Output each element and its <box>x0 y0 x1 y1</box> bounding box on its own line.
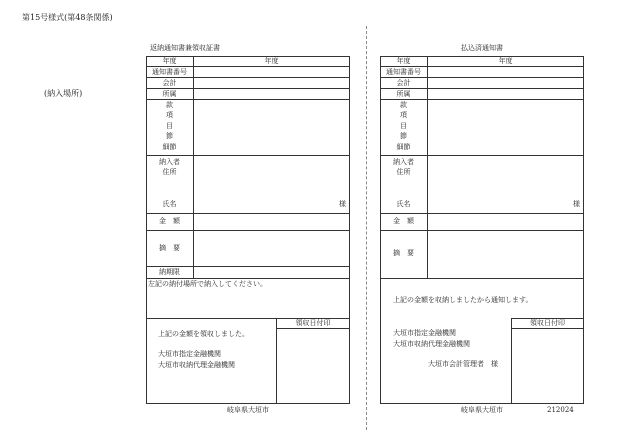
right-bank2: 大垣市収納代理金融機関 <box>393 340 470 348</box>
left-payer-label: 納入者 <box>159 158 180 166</box>
right-account-label: 会計 <box>396 79 411 87</box>
right-saisetsu-label: 細節 <box>396 143 411 151</box>
left-affiliation-label: 所属 <box>162 90 177 98</box>
left-fiscal-year-value: 年度 <box>264 57 279 65</box>
right-address-label: 住所 <box>396 168 411 176</box>
left-summary-label: 摘 要 <box>159 244 180 252</box>
left-honorific: 様 <box>339 200 346 208</box>
left-stamp-label: 領収日付印 <box>295 319 331 327</box>
right-fiscal-year-label: 年度 <box>396 57 411 65</box>
right-kou-label: 項 <box>400 111 407 119</box>
right-notice-text: 上記の金額を収納しましたから通知します。 <box>393 296 533 304</box>
left-kou-label: 項 <box>166 111 173 119</box>
right-amount-label: 金 額 <box>393 217 414 225</box>
left-kan-label: 款 <box>166 101 173 109</box>
right-footer: 岐阜県大垣市 <box>461 406 503 414</box>
right-bank1: 大垣市指定金融機関 <box>393 329 456 337</box>
cut-line <box>366 26 367 430</box>
right-honorific: 様 <box>573 200 580 208</box>
left-bank2: 大垣市収納代理金融機関 <box>158 361 235 369</box>
right-affiliation-label: 所属 <box>396 90 411 98</box>
right-form-code: 212024 <box>547 406 574 414</box>
left-form-title: 返納通知書兼領収証書 <box>150 44 220 52</box>
left-received-text: 上記の金額を領収しました。 <box>158 330 249 338</box>
left-saisetsu-label: 細節 <box>162 143 177 151</box>
right-name-label: 氏名 <box>396 200 411 208</box>
right-payer-label: 納入者 <box>393 158 414 166</box>
right-summary-label: 摘 要 <box>393 249 414 257</box>
right-form-title: 払込済通知書 <box>461 44 503 52</box>
left-moku-label: 目 <box>166 122 173 130</box>
form-number: 第15号様式(第48条関係) <box>22 13 113 22</box>
right-notice-number-label: 通知書番号 <box>386 68 421 76</box>
payment-place-label: (納入場所) <box>44 89 83 98</box>
left-bank1: 大垣市指定金融機関 <box>158 350 221 358</box>
right-kan-label: 款 <box>400 101 407 109</box>
left-notice-number-label: 通知書番号 <box>152 68 187 76</box>
right-setsu-label: 節 <box>400 132 407 140</box>
left-footer: 岐阜県大垣市 <box>227 406 269 414</box>
left-account-label: 会計 <box>162 79 177 87</box>
left-instruction: 左記の納付場所で納入してください。 <box>148 280 267 288</box>
left-address-label: 住所 <box>162 168 177 176</box>
left-fiscal-year-label: 年度 <box>162 57 177 65</box>
right-stamp-label: 領収日付印 <box>530 319 565 327</box>
left-amount-label: 金 額 <box>159 217 180 225</box>
right-fiscal-year-value: 年度 <box>498 57 513 65</box>
left-due-label: 納期限 <box>159 268 180 276</box>
left-name-label: 氏名 <box>162 200 177 208</box>
right-manager: 大垣市会計管理者 様 <box>428 360 498 368</box>
left-setsu-label: 節 <box>166 132 173 140</box>
right-moku-label: 目 <box>400 122 407 130</box>
